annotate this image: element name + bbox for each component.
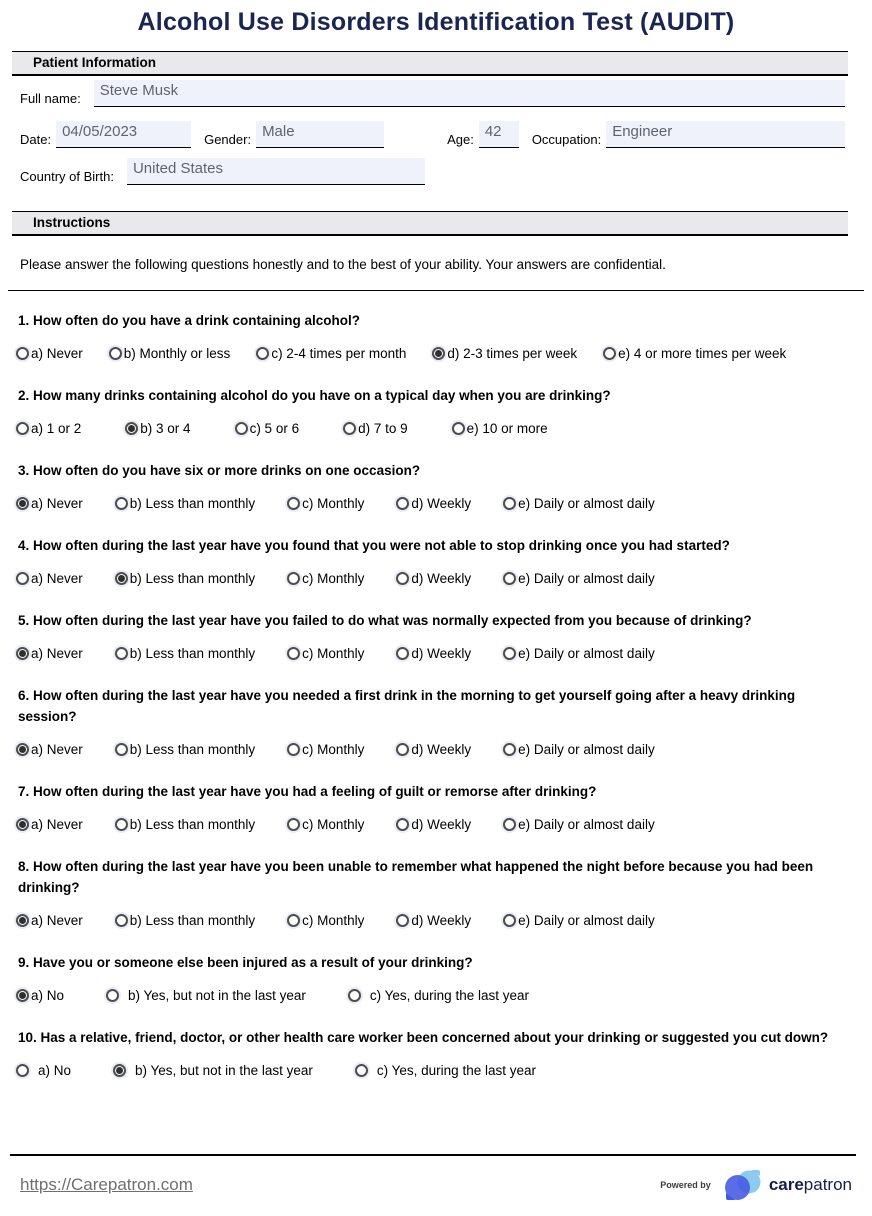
question-title: 8. How often during the last year have you been unable to remember what happened the night before because you had been drinking? xyxy=(18,859,814,895)
page-title: Alcohol Use Disorders Identification Test (AUDIT) xyxy=(137,8,735,36)
radio-button-icon[interactable] xyxy=(256,347,269,360)
radio-button-icon[interactable] xyxy=(115,743,128,756)
radio-option[interactable] xyxy=(287,817,364,832)
options-row xyxy=(16,421,856,436)
radio-option[interactable] xyxy=(287,646,364,661)
question xyxy=(16,610,856,661)
radio-option[interactable] xyxy=(16,571,83,586)
radio-button-icon[interactable] xyxy=(16,989,29,1002)
radio-option[interactable] xyxy=(16,817,83,832)
radio-button-icon[interactable] xyxy=(115,647,128,660)
radio-option[interactable] xyxy=(396,571,471,586)
radio-option[interactable] xyxy=(396,496,471,511)
option-label: b) Less than monthly xyxy=(129,571,256,586)
question-title: 5. How often during the last year have you failed to do what was normally expected from you because of drinking? xyxy=(18,613,752,628)
question xyxy=(16,460,856,511)
option-label: b) Less than monthly xyxy=(129,817,256,832)
instructions-header: Instructions xyxy=(12,211,848,236)
radio-button-icon[interactable] xyxy=(396,914,409,927)
options-row xyxy=(16,646,856,661)
radio-selected-dot xyxy=(19,650,26,657)
options-row xyxy=(16,571,856,586)
radio-option[interactable] xyxy=(287,496,364,511)
option-label: b) Yes, but not in the last year xyxy=(128,988,306,1003)
details-row xyxy=(20,121,845,148)
radio-button-icon[interactable] xyxy=(16,572,29,585)
age-field[interactable]: 42 xyxy=(479,121,519,148)
full-name-label: Full name: xyxy=(20,91,81,106)
option-label: d) Weekly xyxy=(411,571,472,586)
country-of-birth-field[interactable]: United States xyxy=(127,158,425,185)
brand-bold: care xyxy=(768,1175,804,1194)
options-row xyxy=(16,913,856,928)
radio-button-icon[interactable] xyxy=(115,497,128,510)
radio-button-icon[interactable] xyxy=(16,1064,29,1077)
powered-by-label: Powered by xyxy=(660,1180,711,1190)
option-label: b) 3 or 4 xyxy=(140,421,191,436)
radio-button-icon[interactable] xyxy=(16,914,29,927)
age-pair xyxy=(447,121,519,148)
radio-option[interactable] xyxy=(396,913,471,928)
radio-selected-dot xyxy=(19,500,26,507)
radio-option[interactable] xyxy=(16,421,81,436)
questions xyxy=(0,291,872,1102)
question-title: 9. Have you or someone else been injured as a result of your drinking? xyxy=(18,955,473,970)
radio-option[interactable] xyxy=(503,742,655,757)
radio-option[interactable] xyxy=(503,571,655,586)
radio-option[interactable] xyxy=(115,817,255,832)
radio-button-icon[interactable] xyxy=(396,647,409,660)
country-of-birth-label: Country of Birth: xyxy=(20,169,114,184)
option-label: e) Daily or almost daily xyxy=(518,913,655,928)
occupation-field[interactable]: Engineer xyxy=(606,121,845,148)
option-label: c) Monthly xyxy=(302,496,365,511)
radio-option[interactable] xyxy=(287,913,364,928)
radio-button-icon[interactable] xyxy=(16,497,29,510)
country-row xyxy=(20,158,845,185)
option-label: b) Less than monthly xyxy=(129,646,256,661)
radio-option[interactable] xyxy=(343,421,408,436)
occupation-pair xyxy=(532,121,845,148)
radio-button-icon[interactable] xyxy=(16,647,29,660)
radio-selected-dot xyxy=(435,350,442,357)
radio-button-icon[interactable] xyxy=(113,1064,126,1077)
option-label: c) Monthly xyxy=(302,742,365,757)
radio-button-icon[interactable] xyxy=(432,347,445,360)
radio-option[interactable] xyxy=(16,646,83,661)
option-label: b) Less than monthly xyxy=(129,742,256,757)
gender-field[interactable]: Male xyxy=(256,121,384,148)
radio-button-icon[interactable] xyxy=(503,647,516,660)
option-label: d) Weekly xyxy=(411,496,472,511)
radio-button-icon[interactable] xyxy=(235,422,248,435)
option-label: a) Never xyxy=(31,742,83,757)
question xyxy=(16,535,856,586)
full-name-field[interactable]: Steve Musk xyxy=(94,80,845,107)
question-title: 4. How often during the last year have you found that you were not able to stop drinking once you had started? xyxy=(18,538,730,553)
option-label: e) Daily or almost daily xyxy=(518,646,655,661)
question xyxy=(16,385,856,436)
option-label: a) Never xyxy=(31,496,83,511)
option-label: b) Less than monthly xyxy=(129,496,256,511)
radio-option[interactable] xyxy=(348,988,529,1003)
radio-option[interactable] xyxy=(125,421,190,436)
option-label: a) Never xyxy=(31,646,83,661)
radio-button-icon[interactable] xyxy=(115,818,128,831)
option-label: d) 2-3 times per week xyxy=(447,346,578,361)
radio-option[interactable] xyxy=(503,913,655,928)
radio-option[interactable] xyxy=(115,571,255,586)
radio-option[interactable] xyxy=(16,913,83,928)
options-row xyxy=(16,988,856,1003)
radio-button-icon[interactable] xyxy=(287,572,300,585)
option-label: e) 10 or more xyxy=(466,421,548,436)
radio-option[interactable] xyxy=(16,988,64,1003)
options-row xyxy=(16,496,856,511)
radio-option[interactable] xyxy=(115,496,255,511)
option-label: c) Yes, during the last year xyxy=(369,988,529,1003)
radio-button-icon[interactable] xyxy=(125,422,138,435)
radio-option[interactable] xyxy=(287,571,364,586)
radio-button-icon[interactable] xyxy=(603,347,616,360)
option-label: b) Monthly or less xyxy=(123,346,231,361)
radio-button-icon[interactable] xyxy=(287,818,300,831)
options-row xyxy=(16,346,856,361)
radio-selected-dot xyxy=(19,746,26,753)
question xyxy=(16,310,856,361)
radio-option[interactable] xyxy=(503,646,655,661)
radio-button-icon[interactable] xyxy=(16,743,29,756)
option-label: c) Monthly xyxy=(302,646,365,661)
option-label: d) Weekly xyxy=(411,817,472,832)
options-row xyxy=(16,742,856,757)
radio-selected-dot xyxy=(128,425,135,432)
date-field[interactable]: 04/05/2023 xyxy=(56,121,191,148)
question xyxy=(16,685,856,757)
options-row xyxy=(16,817,856,832)
radio-option[interactable] xyxy=(113,1063,313,1078)
radio-button-icon[interactable] xyxy=(109,347,122,360)
radio-option[interactable] xyxy=(16,496,83,511)
brand-group xyxy=(660,1168,852,1202)
option-label: b) Less than monthly xyxy=(129,913,256,928)
radio-option[interactable] xyxy=(603,346,786,361)
option-label: c) Monthly xyxy=(302,913,365,928)
radio-selected-dot xyxy=(116,1067,123,1074)
brand-wordmark xyxy=(769,1175,852,1195)
radio-option[interactable] xyxy=(115,742,255,757)
option-label: a) Never xyxy=(31,817,83,832)
radio-option[interactable] xyxy=(115,913,255,928)
question-title: 6. How often during the last year have you needed a first drink in the morning to get yourself going after a heavy drinking session? xyxy=(18,688,796,724)
instructions-text: Please answer the following questions honestly and to the best of your ability. Your answers are confidential. xyxy=(20,257,666,272)
radio-button-icon[interactable] xyxy=(396,572,409,585)
option-label: c) Monthly xyxy=(302,817,365,832)
option-label: c) 2-4 times per month xyxy=(271,346,407,361)
radio-selected-dot xyxy=(19,821,26,828)
radio-button-icon[interactable] xyxy=(16,422,29,435)
question xyxy=(16,856,856,928)
option-label: b) Yes, but not in the last year xyxy=(135,1063,313,1078)
radio-option[interactable] xyxy=(396,646,471,661)
radio-button-icon[interactable] xyxy=(287,497,300,510)
option-label: a) Never xyxy=(31,571,83,586)
carepatron-logo-icon xyxy=(723,1168,763,1202)
radio-option[interactable] xyxy=(115,646,255,661)
option-label: a) No xyxy=(38,1063,72,1078)
radio-button-icon[interactable] xyxy=(115,572,128,585)
radio-selected-dot xyxy=(118,575,125,582)
option-label: c) Monthly xyxy=(302,571,365,586)
full-name-row xyxy=(20,80,845,107)
option-label: a) Never xyxy=(31,346,83,361)
question xyxy=(16,952,856,1003)
radio-button-icon[interactable] xyxy=(503,743,516,756)
question-title: 2. How many drinks containing alcohol do you have on a typical day when you are drinking? xyxy=(18,388,611,403)
gender-pair xyxy=(204,121,384,148)
radio-option[interactable] xyxy=(287,742,364,757)
radio-option[interactable] xyxy=(109,346,231,361)
radio-button-icon[interactable] xyxy=(287,647,300,660)
option-label: e) Daily or almost daily xyxy=(518,817,655,832)
option-label: c) 5 or 6 xyxy=(249,421,300,436)
radio-button-icon[interactable] xyxy=(503,818,516,831)
option-label: e) 4 or more times per week xyxy=(618,346,787,361)
radio-selected-dot xyxy=(19,917,26,924)
patient-information-section xyxy=(0,76,872,185)
radio-option[interactable] xyxy=(396,742,471,757)
occupation-label: Occupation: xyxy=(531,132,602,147)
radio-button-icon[interactable] xyxy=(16,347,29,360)
question-title: 10. Has a relative, friend, doctor, or other health care worker been concerned about your drinking or suggested you cut down? xyxy=(18,1030,829,1045)
radio-option[interactable] xyxy=(16,742,83,757)
radio-button-icon[interactable] xyxy=(115,914,128,927)
radio-button-icon[interactable] xyxy=(287,914,300,927)
option-label: a) 1 or 2 xyxy=(31,421,82,436)
radio-button-icon[interactable] xyxy=(396,743,409,756)
radio-option[interactable] xyxy=(16,346,83,361)
radio-button-icon[interactable] xyxy=(348,989,361,1002)
footer xyxy=(10,1154,856,1216)
radio-option[interactable] xyxy=(16,1063,71,1078)
date-label: Date: xyxy=(20,132,52,147)
question xyxy=(16,781,856,832)
option-label: a) Never xyxy=(31,913,83,928)
option-label: a) No xyxy=(31,988,65,1003)
option-label: c) Yes, during the last year xyxy=(376,1063,536,1078)
option-label: d) Weekly xyxy=(411,913,472,928)
question-title: 1. How often do you have a drink containing alcohol? xyxy=(18,313,361,328)
radio-option[interactable] xyxy=(256,346,406,361)
radio-option[interactable] xyxy=(503,817,655,832)
radio-button-icon[interactable] xyxy=(16,818,29,831)
radio-option[interactable] xyxy=(396,817,471,832)
radio-option[interactable] xyxy=(235,421,300,436)
radio-button-icon[interactable] xyxy=(503,914,516,927)
option-label: d) 7 to 9 xyxy=(358,421,408,436)
radio-button-icon[interactable] xyxy=(396,818,409,831)
radio-button-icon[interactable] xyxy=(452,422,465,435)
options-row xyxy=(16,1063,856,1078)
radio-button-icon[interactable] xyxy=(396,497,409,510)
question-title: 7. How often during the last year have you had a feeling of guilt or remorse after drinking? xyxy=(18,784,597,799)
radio-option[interactable] xyxy=(106,988,306,1003)
radio-option[interactable] xyxy=(503,496,655,511)
age-label: Age: xyxy=(447,132,474,147)
radio-button-icon[interactable] xyxy=(355,1064,368,1077)
option-label: d) Weekly xyxy=(411,742,472,757)
patient-information-header: Patient Information xyxy=(12,51,848,76)
radio-selected-dot xyxy=(19,992,26,999)
radio-button-icon[interactable] xyxy=(503,497,516,510)
radio-button-icon[interactable] xyxy=(343,422,356,435)
brand-regular: patron xyxy=(803,1175,852,1194)
option-label: e) Daily or almost daily xyxy=(518,571,655,586)
date-pair xyxy=(20,121,191,148)
option-label: d) Weekly xyxy=(411,646,472,661)
radio-button-icon[interactable] xyxy=(503,572,516,585)
radio-button-icon[interactable] xyxy=(287,743,300,756)
radio-button-icon[interactable] xyxy=(106,989,119,1002)
option-label: e) Daily or almost daily xyxy=(518,742,655,757)
radio-option[interactable] xyxy=(355,1063,536,1078)
question-title: 3. How often do you have six or more drinks on one occasion? xyxy=(18,463,421,478)
gender-label: Gender: xyxy=(204,132,252,147)
carepatron-link[interactable]: https://Carepatron.com xyxy=(20,1175,193,1194)
radio-option[interactable] xyxy=(452,421,548,436)
question xyxy=(16,1027,856,1078)
option-label: e) Daily or almost daily xyxy=(518,496,655,511)
radio-option[interactable] xyxy=(432,346,577,361)
